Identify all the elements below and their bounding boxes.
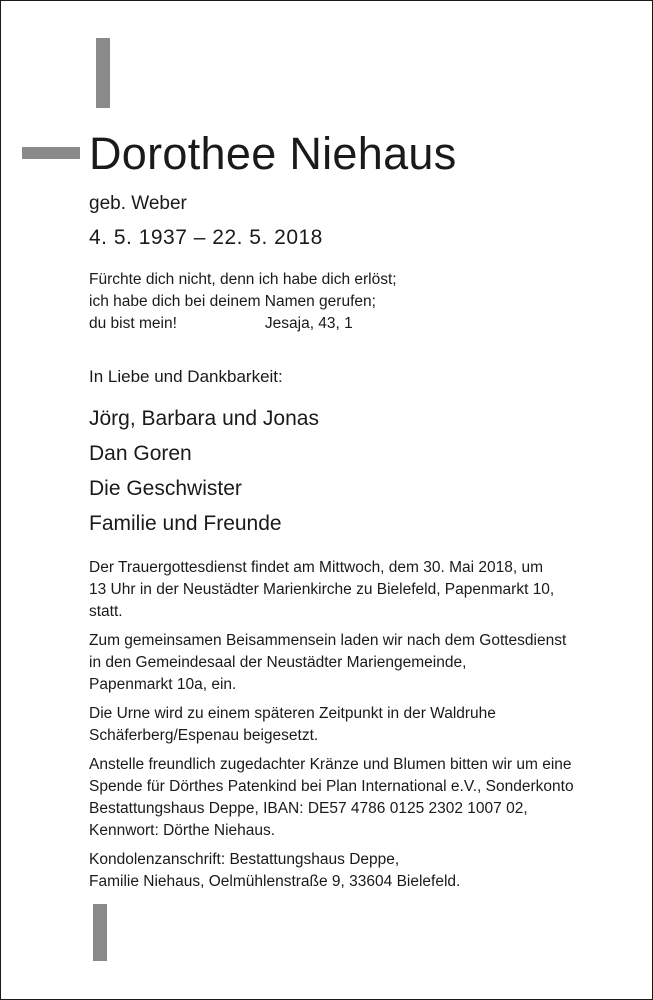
- notice-line: Die Urne wird zu einem späteren Zeitpunkt in der Waldruhe: [89, 705, 496, 722]
- notice-line: Zum gemeinsamen Beisammensein laden wir nach dem Gottesdienst: [89, 632, 567, 649]
- verse-reference: Jesaja, 43, 1: [264, 315, 353, 332]
- mourner-name: Die Geschwister: [89, 477, 242, 500]
- mourners-list: [89, 401, 629, 541]
- notice-line: statt.: [89, 603, 123, 620]
- mourner-name: Familie und Freunde: [89, 512, 282, 535]
- obituary-content: [89, 124, 629, 893]
- verse-line: ich habe dich bei deinem Namen gerufen;: [89, 293, 376, 310]
- mourners-intro: In Liebe und Dankbarkeit:: [89, 367, 283, 386]
- verse-line: Fürchte dich nicht, denn ich habe dich erlöst;: [89, 271, 397, 288]
- life-dates: 4. 5. 1937 – 22. 5. 2018: [89, 226, 323, 249]
- notice-line: Anstelle freundlich zugedachter Kränze und Blumen bitten wir um eine: [89, 756, 572, 773]
- mourner-name: Jörg, Barbara und Jonas: [89, 407, 319, 430]
- deceased-name: Dorothee Niehaus: [89, 128, 457, 179]
- notice-line: Der Trauergottesdienst findet am Mittwoch, dem 30. Mai 2018, um: [89, 559, 544, 576]
- bible-verse: [89, 269, 629, 335]
- birth-name: geb. Weber: [89, 193, 187, 214]
- mourner-name: Dan Goren: [89, 442, 192, 465]
- notice-line: Familie Niehaus, Oelmühlenstraße 9, 33604 Bielefeld.: [89, 873, 461, 890]
- condolence-address: [89, 849, 629, 893]
- cross-vertical-bar: [96, 38, 110, 108]
- gathering-notice: [89, 630, 629, 696]
- bottom-bar: [93, 904, 107, 961]
- verse-line: [89, 313, 629, 335]
- urn-notice: [89, 703, 629, 747]
- notice-line: Kennwort: Dörthe Niehaus.: [89, 822, 276, 839]
- notice-line: Spende für Dörthes Patenkind bei Plan International e.V., Sonderkonto: [89, 778, 574, 795]
- notice-line: Bestattungshaus Deppe, IBAN: DE57 4786 0125 2302 1007 02,: [89, 800, 528, 817]
- notice-line: Kondolenzanschrift: Bestattungshaus Deppe,: [89, 851, 400, 868]
- donation-notice: [89, 754, 629, 842]
- verse-line-text: du bist mein!: [89, 315, 177, 332]
- notice-line: Papenmarkt 10a, ein.: [89, 676, 237, 693]
- notice-line: 13 Uhr in der Neustädter Marienkirche zu Bielefeld, Papenmarkt 10,: [89, 581, 555, 598]
- notice-line: in den Gemeindesaal der Neustädter Mariengemeinde,: [89, 654, 467, 671]
- service-notice: [89, 557, 629, 623]
- notice-line: Schäferberg/Espenau beigesetzt.: [89, 727, 319, 744]
- cross-horizontal-bar: [22, 147, 80, 159]
